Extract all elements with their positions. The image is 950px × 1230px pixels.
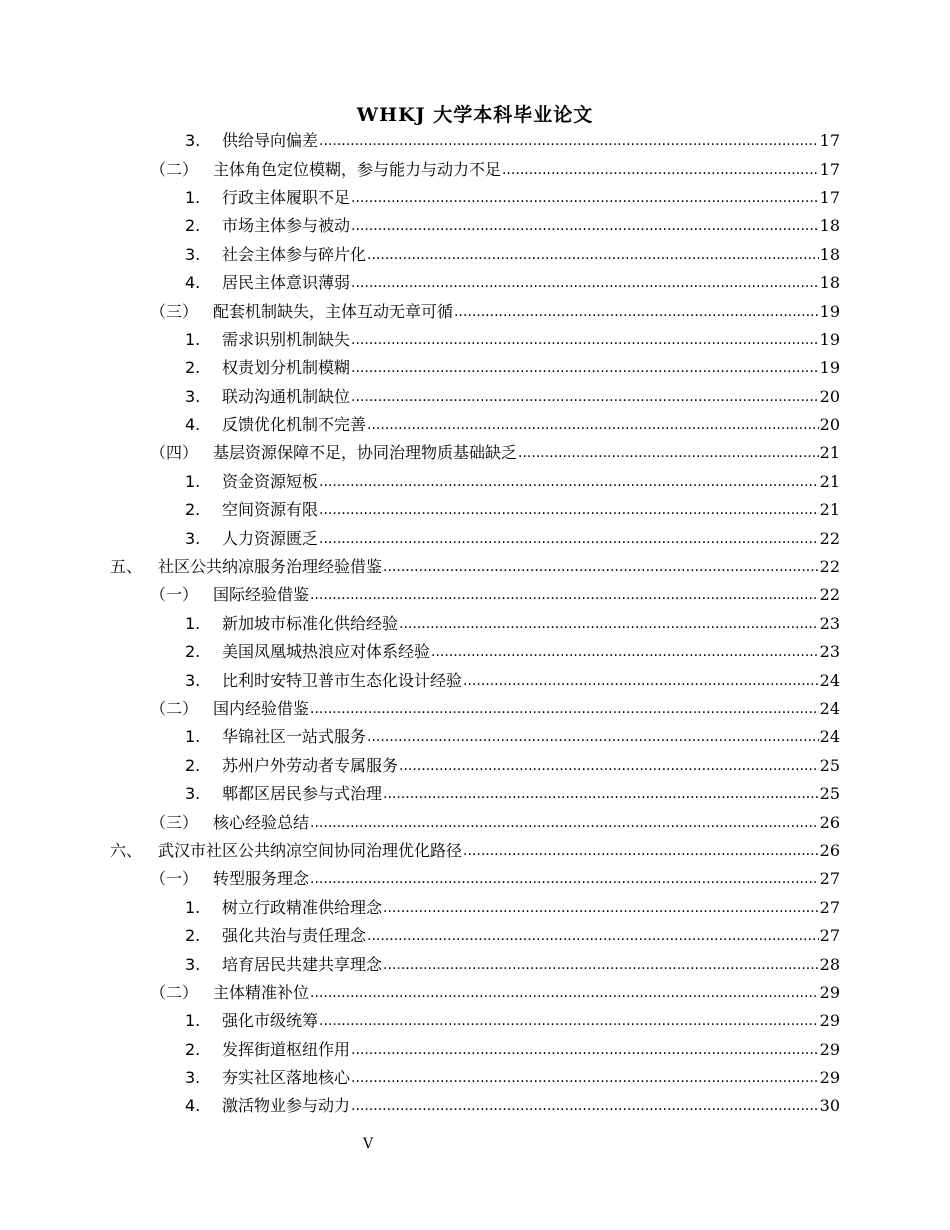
toc-entry[interactable]	[0, 581, 950, 609]
toc-entry-title: 国内经验借鉴	[213, 699, 310, 718]
toc-dot-leader	[319, 472, 819, 492]
toc-entry-page: 24	[819, 699, 840, 718]
toc-entry-page: 20	[819, 386, 840, 406]
toc-entry-page: 17	[819, 131, 840, 151]
toc-entry-title: 夯实社区落地核心	[222, 1068, 351, 1088]
toc-dot-leader	[310, 699, 819, 719]
toc-dot-leader	[367, 727, 819, 747]
toc-entry-page: 25	[819, 784, 840, 804]
toc-entry-page: 24	[819, 670, 840, 690]
toc-entry-number: 4.	[185, 415, 201, 435]
toc-entry-page: 28	[819, 954, 840, 974]
toc-entry-title: 强化市级统筹	[222, 1011, 319, 1031]
toc-entry-page: 27	[819, 897, 840, 917]
toc-dot-leader	[351, 358, 819, 378]
toc-entry[interactable]	[0, 468, 950, 496]
toc-entry-number: 2.	[185, 926, 201, 946]
toc-entry[interactable]	[0, 666, 950, 694]
toc-entry-number: （四）	[150, 443, 199, 463]
toc-entry[interactable]	[0, 326, 950, 354]
toc-dot-leader	[383, 898, 819, 918]
toc-dot-leader	[502, 160, 819, 180]
toc-entry-page: 19	[819, 301, 840, 321]
toc-dot-leader	[351, 1096, 819, 1116]
toc-entry-title: 需求识别机制缺失	[222, 329, 351, 349]
toc-entry-number: 1.	[185, 329, 201, 349]
toc-entry[interactable]	[0, 1092, 950, 1120]
toc-entry-page: 21	[819, 471, 840, 491]
toc-entry-number: （一）	[150, 585, 199, 605]
toc-entry-page: 23	[819, 613, 840, 633]
toc-entry-number: （二）	[150, 982, 199, 1002]
toc-entry-number: 3.	[185, 386, 201, 406]
toc-dot-leader	[351, 216, 819, 236]
toc-entry[interactable]	[0, 780, 950, 808]
toc-entry-number: 2.	[185, 216, 201, 236]
toc-entry[interactable]	[0, 610, 950, 638]
toc-entry[interactable]	[0, 297, 950, 325]
toc-entry-number: 六、	[110, 840, 143, 860]
toc-entry-number: （一）	[150, 869, 199, 889]
toc-entry-number: （二）	[150, 159, 199, 179]
page-header-title: WHKJ 大学本科毕业论文	[356, 104, 594, 126]
toc-entry-title: 主体精准补位	[213, 982, 310, 1002]
toc-entry-page: 26	[819, 812, 840, 832]
toc-entry-number: 3.	[185, 1068, 201, 1088]
toc-entry-title: 比利时安特卫普市生态化设计经验	[222, 670, 463, 690]
toc-entry-title: 人力资源匮乏	[222, 528, 319, 548]
toc-entry[interactable]	[0, 638, 950, 666]
toc-dot-leader	[383, 557, 819, 577]
toc-entry[interactable]	[0, 439, 950, 467]
toc-entry[interactable]	[0, 837, 950, 865]
toc-entry-page: 19	[819, 358, 840, 378]
toc-dot-leader	[319, 131, 819, 151]
toc-entry-number: 2.	[185, 1039, 201, 1059]
toc-entry-page: 21	[819, 443, 840, 463]
toc-entry[interactable]	[0, 865, 950, 893]
toc-entry-page: 22	[819, 585, 840, 605]
toc-entry-number: 3.	[185, 670, 201, 690]
toc-entry-number: 3.	[185, 954, 201, 974]
toc-entry-page: 18	[819, 216, 840, 236]
toc-entry-page: 26	[819, 840, 840, 860]
toc-entry[interactable]	[0, 184, 950, 212]
toc-entry-title: 社会主体参与碎片化	[222, 244, 367, 264]
toc-dot-leader	[310, 869, 819, 889]
toc-dot-leader	[310, 983, 819, 1003]
toc-dot-leader	[454, 302, 819, 322]
toc-entry-page: 20	[819, 415, 840, 435]
toc-entry-number: 五、	[110, 557, 143, 577]
page-number: V	[362, 1136, 374, 1152]
toc-dot-leader	[518, 443, 819, 463]
toc-entry-title: 资金资源短板	[222, 471, 319, 491]
toc-entry-title: 新加坡市标准化供给经验	[222, 613, 399, 633]
toc-dot-leader	[463, 671, 819, 691]
toc-entry-page: 18	[819, 244, 840, 264]
toc-entry-title: 武汉市社区公共纳凉空间协同治理优化路径	[158, 840, 463, 860]
toc-entry-page: 29	[819, 1068, 840, 1088]
toc-entry[interactable]	[0, 695, 950, 723]
toc-entry-number: 1.	[185, 613, 201, 633]
table-of-contents	[0, 127, 950, 1121]
toc-entry-title: 发挥街道枢纽作用	[222, 1039, 351, 1059]
toc-entry-number: 3.	[185, 784, 201, 804]
toc-entry-number: 1.	[185, 897, 201, 917]
toc-entry-page: 21	[819, 500, 840, 520]
toc-entry-number: （二）	[150, 699, 199, 718]
toc-entry-page: 27	[819, 869, 840, 889]
toc-entry-title: 联动沟通机制缺位	[222, 386, 351, 406]
toc-entry-title: 美国凤凰城热浪应对体系经验	[222, 642, 431, 662]
toc-entry[interactable]	[0, 269, 950, 297]
toc-entry-title: 行政主体履职不足	[222, 187, 351, 207]
toc-entry-title: 郫都区居民参与式治理	[222, 784, 383, 804]
toc-entry-title: 树立行政精准供给理念	[222, 897, 383, 917]
toc-dot-leader	[367, 926, 819, 946]
toc-entry-title: 主体角色定位模糊，参与能力与动力不足	[213, 159, 502, 179]
toc-entry-title: 权责划分机制模糊	[222, 358, 351, 378]
toc-dot-leader	[463, 841, 819, 861]
toc-dot-leader	[351, 1068, 819, 1088]
toc-entry-title: 配套机制缺失，主体互动无章可循	[213, 301, 454, 321]
toc-entry[interactable]	[0, 752, 950, 780]
toc-entry-title: 培育居民共建共享理念	[222, 954, 383, 974]
toc-entry[interactable]	[0, 241, 950, 269]
toc-entry-page: 29	[819, 1011, 840, 1031]
toc-entry-title: 空间资源有限	[222, 500, 319, 520]
toc-entry-number: 3.	[185, 131, 201, 151]
toc-dot-leader	[319, 529, 819, 549]
toc-entry-title: 激活物业参与动力	[222, 1096, 351, 1116]
toc-dot-leader	[399, 756, 819, 776]
toc-dot-leader	[319, 1011, 819, 1031]
toc-entry-page: 29	[819, 982, 840, 1002]
toc-entry[interactable]	[0, 496, 950, 524]
toc-entry-number: 4.	[185, 1096, 201, 1116]
toc-entry-number: （三）	[150, 301, 199, 321]
toc-dot-leader	[367, 245, 819, 265]
toc-entry-title: 供给导向偏差	[222, 131, 319, 151]
toc-dot-leader	[383, 784, 819, 804]
toc-entry-title: 国际经验借鉴	[213, 585, 310, 605]
toc-dot-leader	[351, 330, 819, 350]
toc-entry-page: 25	[819, 755, 840, 775]
toc-entry-number: （三）	[150, 812, 199, 832]
toc-entry-page: 23	[819, 642, 840, 662]
toc-dot-leader	[310, 585, 819, 605]
toc-entry-page: 27	[819, 926, 840, 946]
toc-entry-page: 22	[819, 528, 840, 548]
toc-entry-title: 苏州户外劳动者专属服务	[222, 755, 399, 775]
toc-entry[interactable]	[0, 524, 950, 552]
toc-entry[interactable]	[0, 950, 950, 978]
toc-entry-number: 2.	[185, 500, 201, 520]
toc-entry-number: 4.	[185, 273, 201, 293]
toc-entry-number: 2.	[185, 755, 201, 775]
toc-entry-title: 社区公共纳凉服务治理经验借鉴	[158, 557, 383, 577]
toc-entry-title: 核心经验总结	[213, 812, 310, 832]
toc-entry[interactable]	[0, 1007, 950, 1035]
toc-dot-leader	[351, 1040, 819, 1060]
toc-dot-leader	[399, 614, 819, 634]
toc-entry[interactable]	[0, 894, 950, 922]
toc-dot-leader	[351, 387, 819, 407]
toc-entry-page: 18	[819, 273, 840, 293]
toc-entry[interactable]	[0, 553, 950, 581]
toc-entry-number: 1.	[185, 471, 201, 491]
toc-entry-number: 1.	[185, 727, 201, 747]
toc-entry-title: 居民主体意识薄弱	[222, 273, 351, 293]
toc-dot-leader	[351, 273, 819, 293]
toc-dot-leader	[319, 500, 819, 520]
toc-entry-title: 市场主体参与被动	[222, 216, 351, 236]
toc-entry[interactable]	[0, 354, 950, 382]
toc-entry-title: 基层资源保障不足，协同治理物质基础缺乏	[213, 443, 518, 463]
toc-entry[interactable]	[0, 723, 950, 751]
toc-entry[interactable]	[0, 1036, 950, 1064]
toc-entry[interactable]	[0, 127, 950, 155]
toc-dot-leader	[351, 188, 819, 208]
toc-entry-number: 2.	[185, 358, 201, 378]
toc-entry-page: 24	[819, 727, 840, 747]
toc-entry[interactable]	[0, 1064, 950, 1092]
toc-entry-title: 华锦社区一站式服务	[222, 727, 367, 747]
toc-entry-number: 1.	[185, 187, 201, 207]
toc-entry-page: 22	[819, 557, 840, 577]
toc-entry[interactable]	[0, 922, 950, 950]
toc-entry[interactable]	[0, 383, 950, 411]
toc-entry[interactable]	[0, 411, 950, 439]
toc-entry-number: 1.	[185, 1011, 201, 1031]
toc-entry-title: 强化共治与责任理念	[222, 926, 367, 946]
toc-dot-leader	[431, 642, 819, 662]
toc-entry-number: 3.	[185, 528, 201, 548]
toc-entry-number: 2.	[185, 642, 201, 662]
toc-entry-page: 19	[819, 329, 840, 349]
toc-entry[interactable]	[0, 808, 950, 836]
toc-entry[interactable]	[0, 979, 950, 1007]
toc-dot-leader	[383, 955, 819, 975]
toc-entry[interactable]	[0, 155, 950, 183]
toc-entry-page: 30	[819, 1096, 840, 1116]
toc-dot-leader	[367, 415, 819, 435]
toc-entry-page: 29	[819, 1039, 840, 1059]
toc-entry-title: 反馈优化机制不完善	[222, 415, 367, 435]
toc-entry-page: 17	[819, 187, 840, 207]
toc-dot-leader	[310, 813, 819, 833]
toc-entry-title: 转型服务理念	[213, 869, 310, 889]
toc-entry-number: 3.	[185, 244, 201, 264]
toc-entry-page: 17	[819, 159, 840, 179]
toc-entry[interactable]	[0, 212, 950, 240]
